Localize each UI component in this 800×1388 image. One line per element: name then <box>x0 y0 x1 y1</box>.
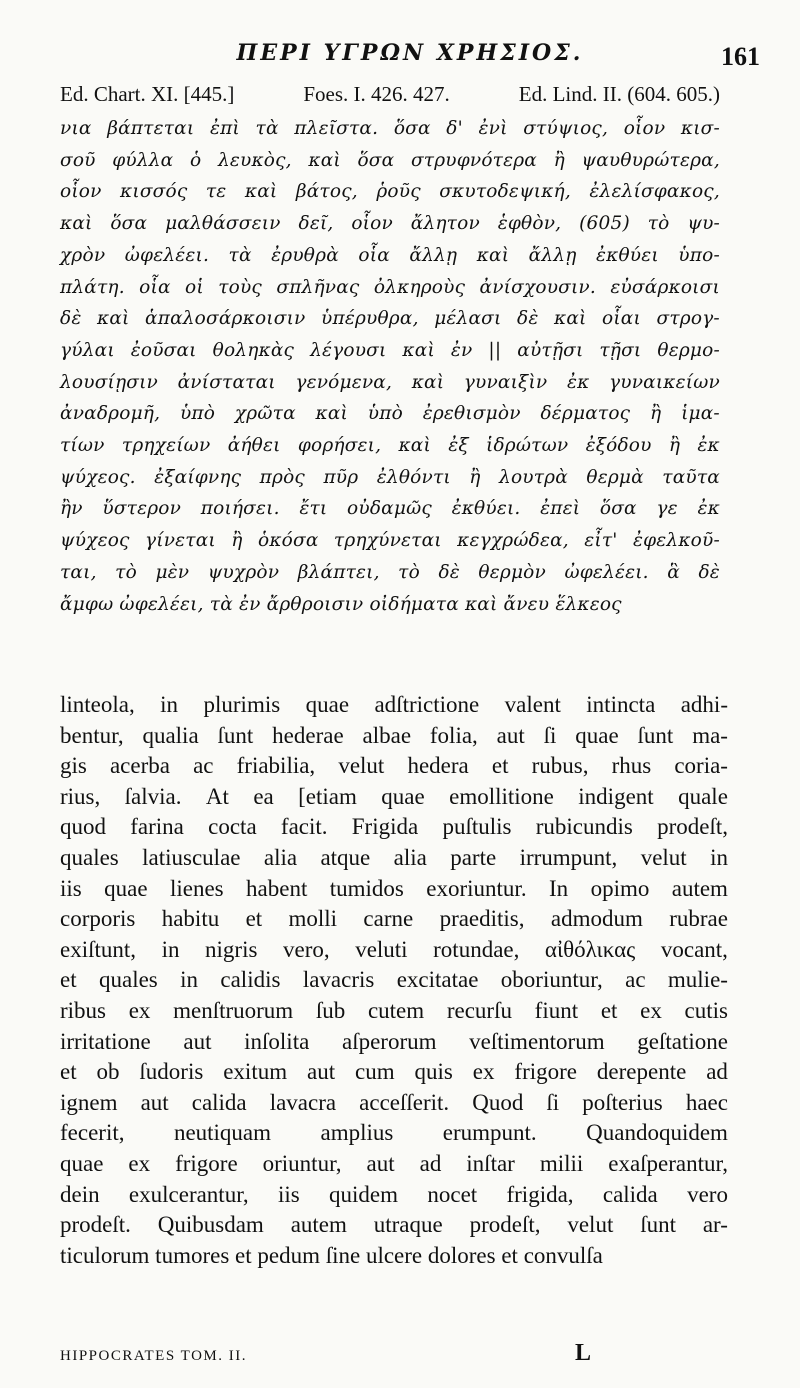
latin-text-line: et quales in calidis lavacris excitatae oboriuntur, ac mulie- <box>60 967 728 993</box>
greek-text-line: ψύχεος. ἐξαίφνης πρὸς πῦρ ἐλθόντι ἢ λουτρὰ θερμὰ ταῦτα <box>60 466 720 488</box>
latin-translation-block <box>60 690 728 1271</box>
greek-text-line: ἄμφω ὠφελέει, τὰ ἐν ἄρθροισιν οἰδήματα καὶ ἄνευ ἕλκεος <box>60 593 622 615</box>
footer-title: HIPPOCRATES TOM. II. <box>60 1348 247 1364</box>
latin-text-line: iis quae lienes habent tumidos exoriuntur. In opimo autem <box>60 875 728 901</box>
running-head <box>60 36 760 76</box>
latin-text-line: irritatione aut inſolita aſperorum veſtimentorum geſtatione <box>60 1028 728 1054</box>
greek-text-line: πλάτη. οἷα οἱ τοὺς σπλῆνας ὀλκηροὺς ἀνίσχουσιν. εὐσάρκοισι <box>60 276 720 298</box>
latin-text-line: bentur, qualia ſunt hederae albae folia, aut ſi quae ſunt ma- <box>60 722 728 748</box>
edition-ref-chartier: Ed. Chart. XI. [445.] <box>60 82 235 106</box>
edition-ref-linden: Ed. Lind. II. (604. 605.) <box>518 82 720 106</box>
latin-text-line: rius, ſalvia. At ea [etiam quae emollitione indigent quale <box>60 783 728 809</box>
greek-text-line: οἷον κισσός τε καὶ βάτος, ῥοῦς σκυτοδεψική, ἐλελίσφακος, <box>60 181 720 203</box>
latin-text-line: exiſtunt, in nigris vero, veluti rotundae, αἰθόλικας vocant, <box>60 936 728 962</box>
edition-ref-foes: Foes. I. 426. 427. <box>303 82 450 106</box>
greek-text-line: τίων τρηχείων ἀήθει φορήσει, καὶ ἐξ ἱδρώτων ἐξόδου ἢ ἐκ <box>60 435 720 457</box>
latin-text-line: quae ex frigore oriuntur, aut ad inſtar milii exaſperantur, <box>60 1150 728 1176</box>
greek-text-line: σοῦ φύλλα ὁ λευκὸς, καὶ ὅσα στρυφνότερα ἢ ψαυθυρώτερα, <box>60 149 720 171</box>
latin-text-line: prodeſt. Quibusdam autem utraque prodeſt, velut ſunt ar- <box>60 1212 728 1238</box>
greek-text-line: ἀναδρομῆ, ὑπὸ χρῶτα καὶ ὑπὸ ἐρεθισμὸν δέρματος ἢ ἱμα- <box>60 403 720 425</box>
latin-text-line: linteola, in plurimis quae adſtrictione valent intincta adhi- <box>60 692 728 717</box>
edition-references <box>60 82 720 107</box>
latin-text-line: corporis habitu et molli carne praeditis, admodum rubrae <box>60 906 728 932</box>
latin-text-line: dein exulcerantur, iis quidem nocet frigida, calida vero <box>60 1181 728 1207</box>
signature-mark: L <box>575 1340 592 1366</box>
greek-text-line: καὶ ὅσα μαλθάσσειν δεῖ, οἷον ἄλητον ἑφθὸν, (605) τὸ ψυ- <box>60 213 720 235</box>
latin-text-line: et ob ſudoris exitum aut cum quis ex frigore derepente ad <box>60 1059 728 1085</box>
greek-text-line: δὲ καὶ ἁπαλοσάρκοισιν ὑπέρυθρα, μέλασι δὲ καὶ οἷαι στρογ- <box>60 308 720 330</box>
latin-text-line: quales latiusculae alia atque alia parte irrumpunt, velut in <box>60 844 728 870</box>
greek-text-line: χρὸν ὠφελέει. τὰ ἐρυθρὰ οἷα ἄλλῃ καὶ ἄλλῃ ἐκθύει ὑπο- <box>60 244 720 266</box>
latin-text-line: quod farina cocta facit. Frigida puſtulis rubicundis prodeſt, <box>60 814 728 840</box>
page-number: 161 <box>721 42 760 71</box>
running-title: ΠΕΡΙ ΥΓΡΩΝ ΧΡΗΣΙΟΣ. <box>236 40 584 66</box>
latin-text-line: gis acerba ac friabilia, velut hedera et rubus, rhus coria- <box>60 753 728 779</box>
greek-text-line: γύλαι ἐοῦσαι θοληκὰς λέγουσι καὶ ἐν || αὐτῇσι τῇσι θερμο- <box>60 339 720 361</box>
latin-text-line: fecerit, neutiquam amplius erumpunt. Quandoquidem <box>60 1120 728 1146</box>
latin-text-line: ribus ex menſtruorum ſub cutem recurſu fiunt et ex cutis <box>60 997 728 1023</box>
greek-text-line: νια βάπτεται ἐπὶ τὰ πλεῖστα. ὅσα δ' ἐνὶ στύψιος, οἷον κισ- <box>60 118 720 139</box>
latin-text-line: ticulorum tumores et pedum ſine ulcere dolores et convulſa <box>60 1242 603 1268</box>
latin-text-line: ignem aut calida lavacra acceſſerit. Quod ſi poſterius haec <box>60 1089 728 1115</box>
greek-text-line: ψύχεος γίνεται ἢ ὁκόσα τρηχύνεται κεγχρώδεα, εἶτ' ἐφελκοῦ- <box>60 530 720 552</box>
greek-text-line: ται, τὸ μὲν ψυχρὸν βλάπτει, τὸ δὲ θερμὸν ὠφελέει. ἃ δὲ <box>60 561 720 583</box>
greek-text-line: ἢν ὕστερον ποιήσει. ἔτι οὐδαμῶς ἐκθύει. ἐπεὶ ὅσα γε ἐκ <box>60 498 720 520</box>
greek-text-line: λουσίῃσιν ἀνίσταται γενόμενα, καὶ γυναιξὶν ἐκ γυναικείων <box>60 371 720 393</box>
greek-text-block <box>60 113 720 620</box>
